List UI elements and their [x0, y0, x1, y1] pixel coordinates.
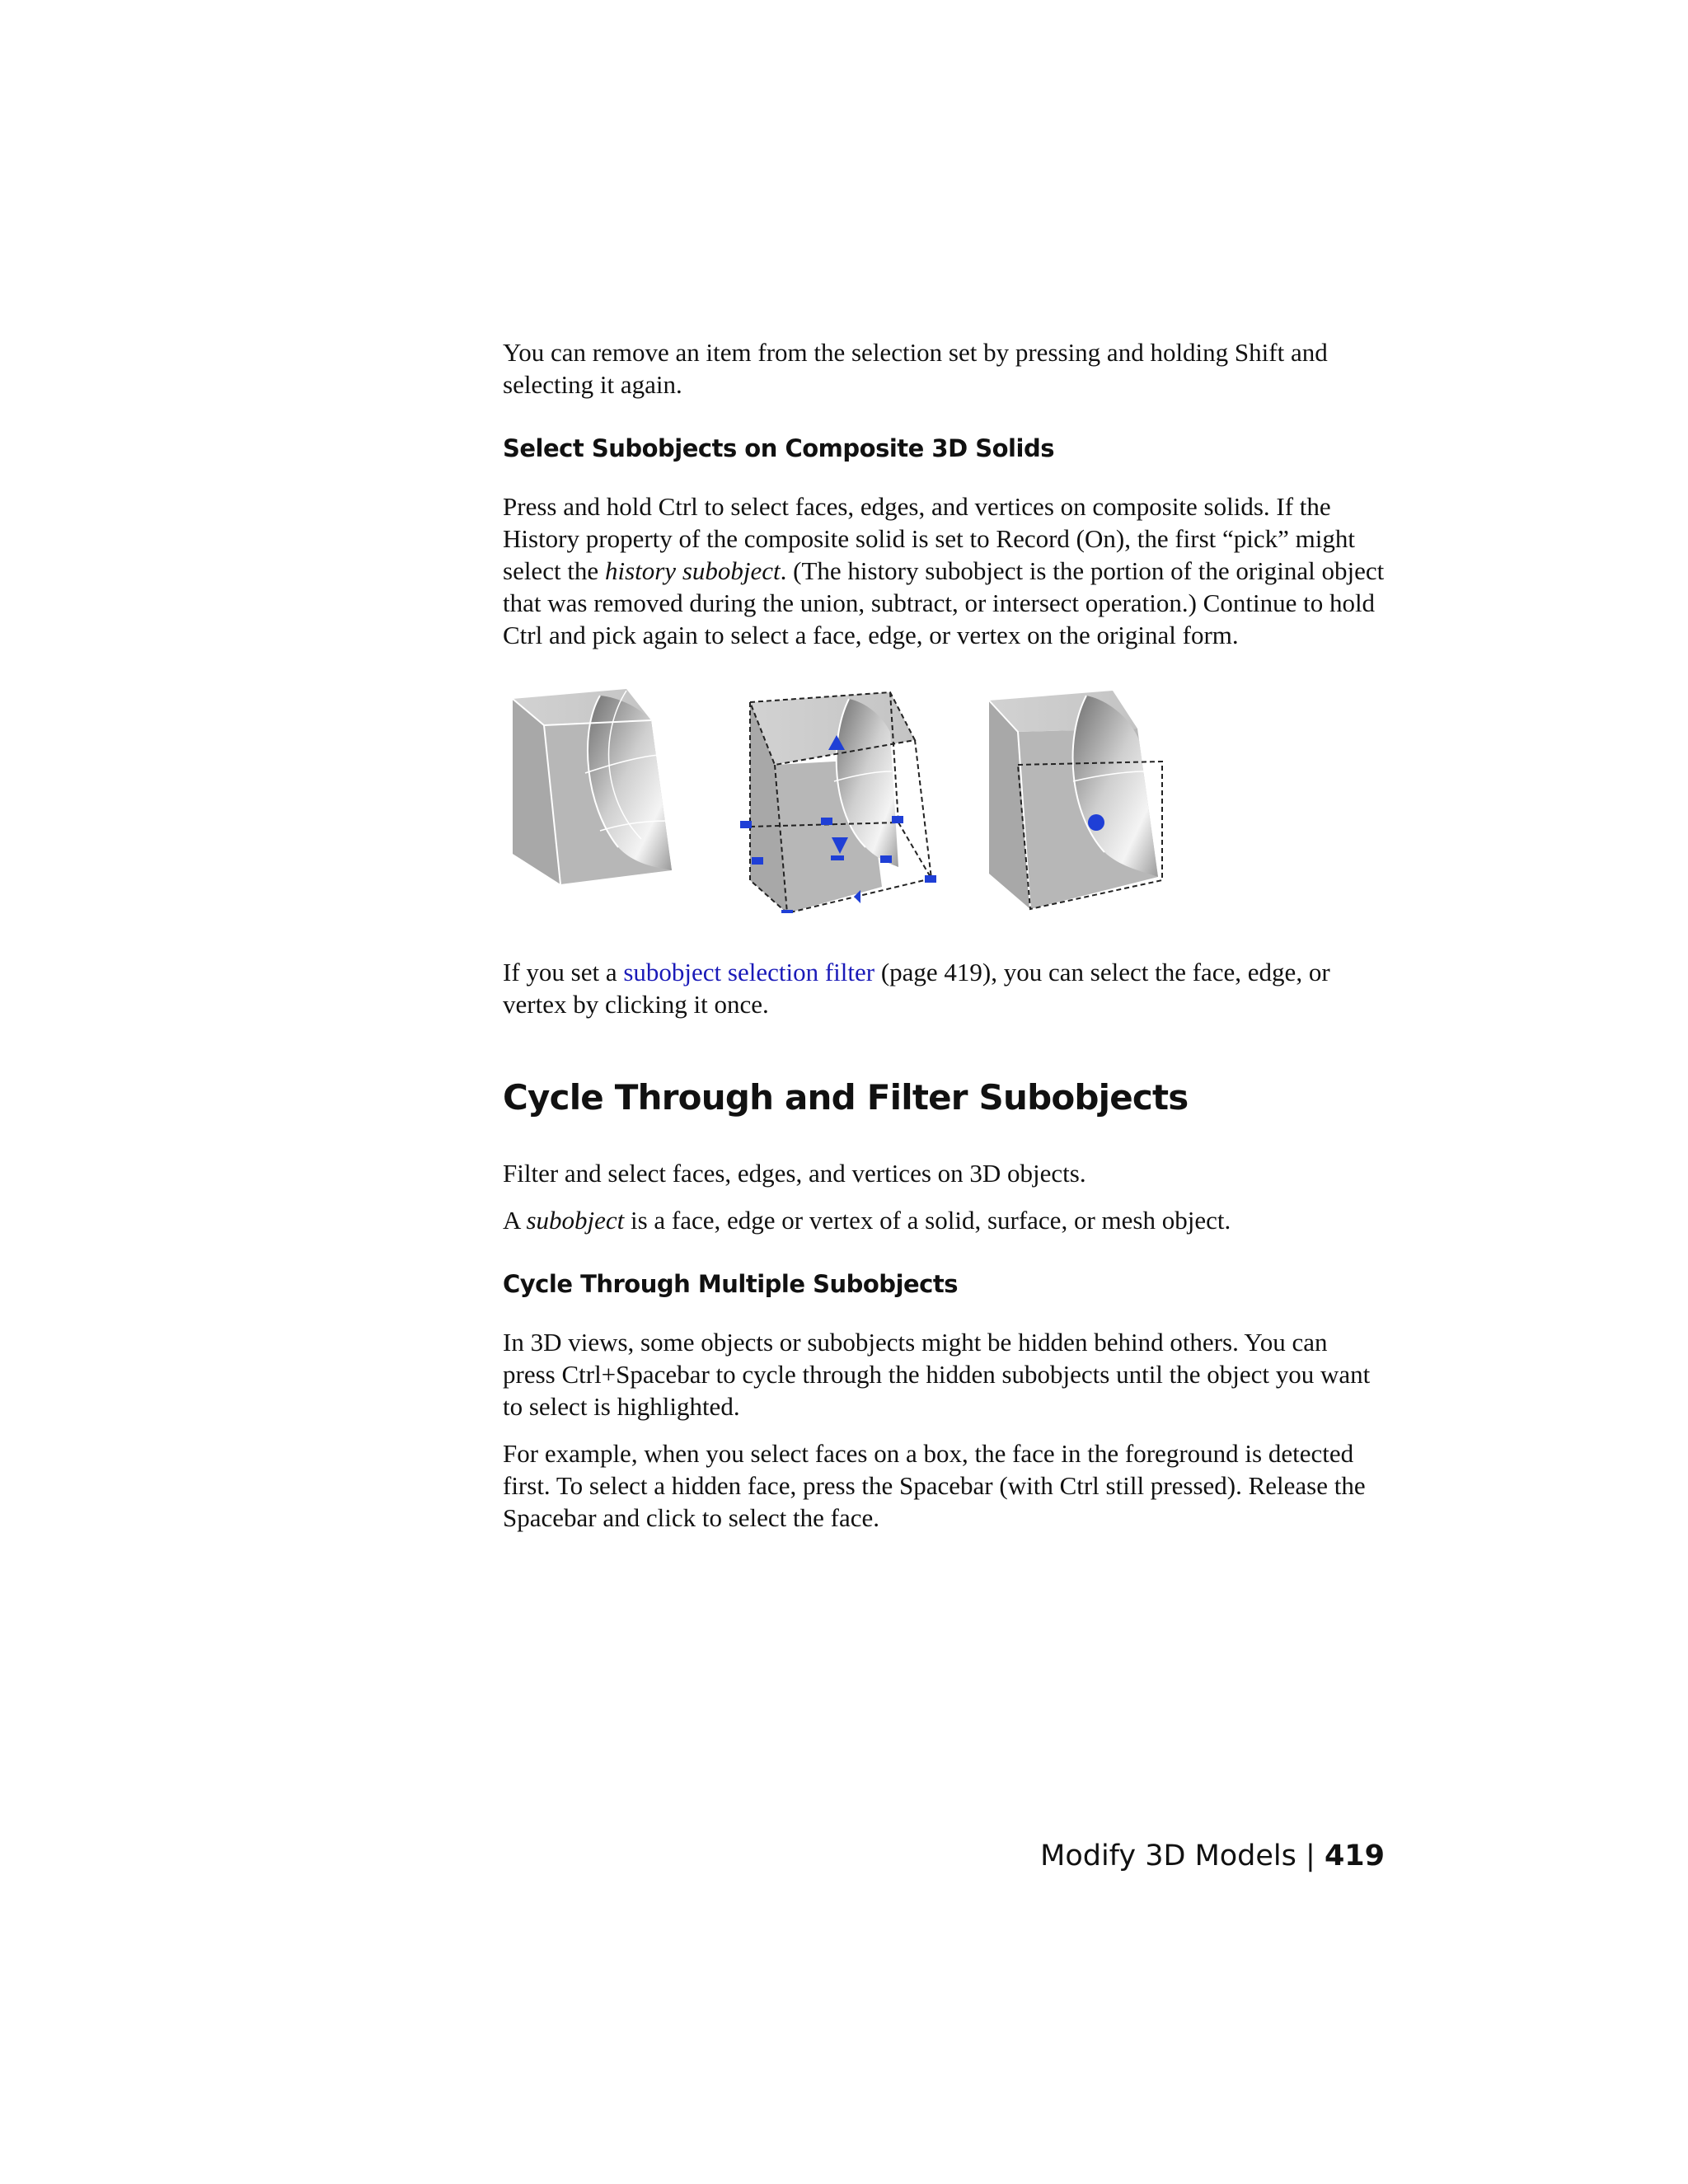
- solid-2: [740, 692, 936, 913]
- composite-solids-figure: [503, 682, 1245, 913]
- page-number: 419: [1324, 1840, 1385, 1872]
- page-footer: [1040, 1838, 1385, 1874]
- cycle-para-2-text-b: is a face, edge or vertex of a solid, surface, or mesh object.: [624, 1206, 1231, 1235]
- intro-paragraph: You can remove an item from the selection set by pressing and holding Shift and selecting it again.: [503, 338, 1328, 399]
- cycle-para-2: [503, 1204, 1385, 1236]
- composite-text-b: . (The history subobject is the portion of the original object that was removed during the union, subtract, or intersect operation.) Continue to hold Ctrl and pick again to select a face, edge, or vertex on the original form.: [503, 556, 1385, 649]
- footer-title: Modify 3D Models |: [1040, 1840, 1325, 1872]
- composite-paragraph: [503, 490, 1385, 651]
- cycle-subheading: Cycle Through Multiple Subobjects: [503, 1270, 958, 1298]
- filter-note-text-b: (page 419), you can select the face, edge, or vertex by clicking it once.: [503, 958, 1330, 1019]
- cycle-para-2-text-a: A: [503, 1206, 527, 1235]
- cycle-para-1: Filter and select faces, edges, and vertices on 3D objects.: [503, 1159, 1086, 1188]
- page-content: [503, 336, 1385, 1534]
- cycle-para-3: In 3D views, some objects or subobjects might be hidden behind others. You can press Ctrl+Spacebar to cycle through the hidden subobjects until the object you want to select is highlighted.: [503, 1328, 1371, 1421]
- composite-heading: Select Subobjects on Composite 3D Solids: [503, 434, 1054, 462]
- history-subobject-term: history subobject: [604, 556, 781, 585]
- cycle-para-4: For example, when you select faces on a box, the face in the foreground is detected first. To select a hidden face, press the Spacebar (with Ctrl still pressed). Release the Spacebar and click to select the face.: [503, 1439, 1366, 1532]
- solid-3: [989, 691, 1162, 909]
- composite-text-a: Press and hold Ctrl to select faces, edges, and vertices on composite solids. If the History property of the composite solid is set to Record (On), the first “pick” might select the: [503, 492, 1355, 585]
- filter-note-text-a: If you set a: [503, 958, 624, 987]
- filter-note-paragraph: [503, 956, 1385, 1020]
- cycle-section-heading: Cycle Through and Filter Subobjects: [503, 1077, 1189, 1118]
- subobject-term: subobject: [526, 1206, 625, 1235]
- solid-1: [513, 689, 672, 884]
- subobject-selection-filter-link[interactable]: subobject selection filter: [623, 958, 875, 987]
